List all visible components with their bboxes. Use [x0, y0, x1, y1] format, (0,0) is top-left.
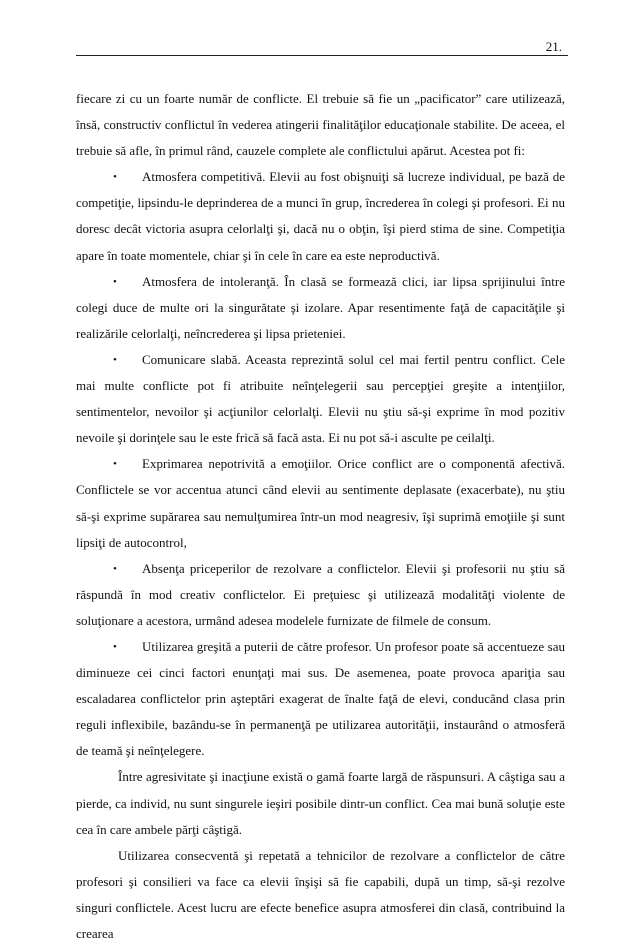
- bullet-text: Atmosfera de intoleranţă. În clasă se formează clici, iar lipsa sprijinului între colegi duce de multe ori la singurătate şi izolare. Apar resentimente faţă de capacităţile şi realizările celorlalţi, neîncrederea şi lipsa prieteniei.: [76, 273, 565, 341]
- paragraph: Utilizarea consecventă şi repetată a tehnicilor de rezolvare a conflictelor de către profesori şi consilieri va face ca elevii înşişi să fie capabili, după un timp, să-şi rezolve singuri conflictele. Acest lucru are efecte benefice asupra atmosferei din clasă, contribuind la crearea: [76, 847, 565, 941]
- paragraph: Între agresivitate şi inacţiune există o gamă foarte largă de răspunsuri. A câştiga sau a pierde, ca individ, nu sunt singurele ieşiri posibile dintr-un conflict. Cea mai bună soluţie este cea în care ambele părţi câştigă.: [76, 769, 565, 837]
- bullet-icon: •: [113, 562, 117, 575]
- bullet-text: Utilizarea greşită a puterii de către profesor. Un profesor poate să accentueze sau diminueze cei cinci factori enunţaţi mai sus. De asemenea, poate provoca apariţia sau escaladarea conflictelor prin aşteptări exagerat de înalte faţă de elevi, conducând clasa prin reguli inflexibile, bazându-se în permanenţă pe utilizarea autorităţii, instaurând o atmosferă de teamă şi neînţelegere.: [76, 638, 565, 759]
- bullet-text: Comunicare slabă. Aceasta reprezintă solul cel mai fertil pentru conflict. Cele mai multe conflicte pot fi atribuite neînţelegerii sau percepţiei greşite a intenţiilor, sentimentelor, nevoilor şi acţiunilor celorlalţi. Elevii nu ştiu să-şi exprime în mod pozitiv nevoile şi dorinţele sau le este frică să facă asta. Ei nu pot să-i asculte pe ceilalţi.: [76, 351, 565, 446]
- bullet-icon: •: [113, 640, 117, 653]
- bullet-item: [76, 269, 565, 347]
- bullet-item: [76, 347, 565, 451]
- bullet-text: Absenţa priceperilor de rezolvare a conflictelor. Elevii şi profesorii nu ştiu să răspundă în mod creativ conflictelor. Ei preţuiesc şi utilizează modalităţi violente de soluţionare a acestora, urmând adesea modelele furnizate de filmele de consum.: [76, 560, 565, 628]
- bullet-icon: •: [113, 353, 117, 366]
- bullet-icon: •: [113, 275, 117, 288]
- bullet-text: Exprimarea nepotrivită a emoţiilor. Orice conflict are o componentă afectivă. Conflictele se vor accentua atunci când elevii au sentimente deplasate (exacerbate), nu ştiu să-şi exprime supărarea sau nemulţumirea într-un mod neagresiv, îşi suprimă emoţiile şi sunt lipsiţi de autocontrol,: [76, 456, 565, 550]
- bullet-text: Atmosfera competitivă. Elevii au fost obişnuiţi să lucreze individual, pe bază de competiţie, lipsindu-le deprinderea de a munci în grup, încrederea în colegi şi profesori. Ei nu doresc decât victoria asupra celorlalţi şi, dacă nu o obţin, îşi pierd stima de sine. Competiţia apare în toate momentele, chiar şi în cele în care ea este neproductivă.: [76, 169, 565, 263]
- bullet-item: [76, 556, 565, 634]
- bullet-icon: •: [113, 458, 117, 471]
- bullet-item: [76, 451, 565, 555]
- bullet-icon: •: [113, 171, 117, 184]
- document-body: [76, 86, 565, 947]
- header-rule: [76, 55, 568, 56]
- paragraph: fiecare zi cu un foarte număr de conflicte. El trebuie să fie un „pacificator” care utilizează, însă, constructiv conflictul în vederea atingerii finalităţilor educaţionale stabilite. De aceea, el trebuie să afle, în primul rând, cauzele complete ale conflictului apărut. Acestea pot fi:: [76, 91, 565, 159]
- page-number: 21.: [545, 39, 562, 54]
- bullet-item: [76, 634, 565, 764]
- bullet-item: [76, 164, 565, 268]
